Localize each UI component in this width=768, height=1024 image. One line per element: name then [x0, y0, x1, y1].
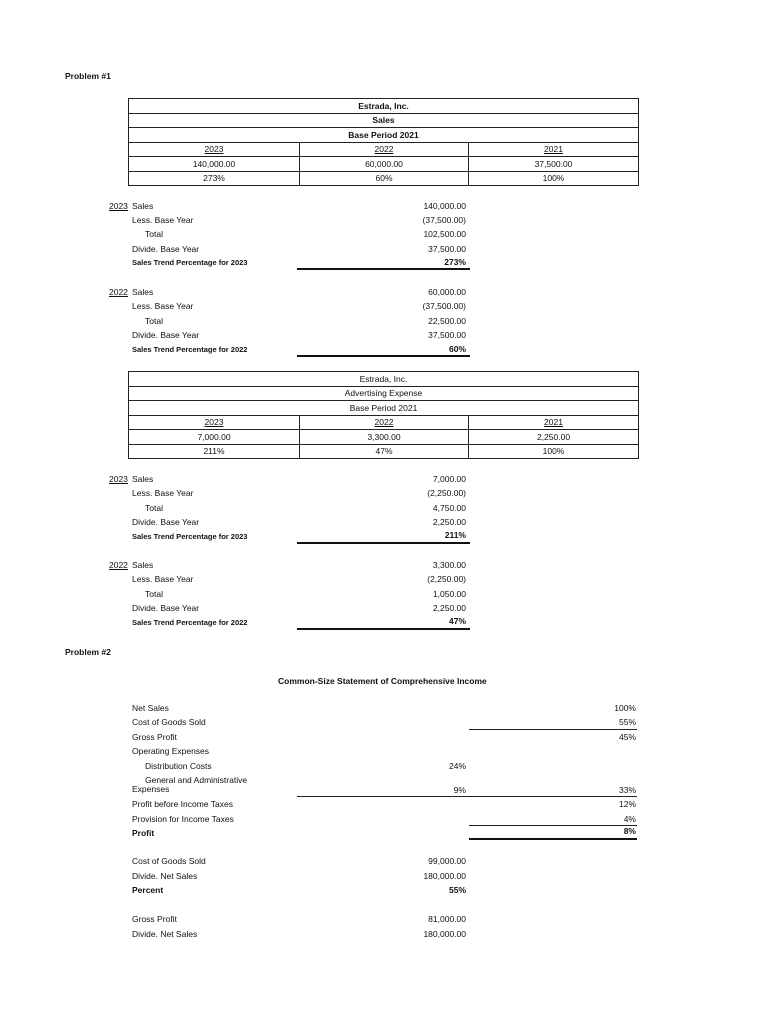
- calc-label: Divide. Base Year: [132, 244, 200, 254]
- problem-2-heading: Problem #2: [65, 647, 111, 657]
- calc-value: (2,250.00): [427, 574, 466, 584]
- gross-profit-label: Gross Profit: [132, 732, 177, 742]
- calc-label: Sales Trend Percentage for 2023: [132, 532, 248, 541]
- pct-2023: 273%: [129, 171, 300, 186]
- cogs-label: Cost of Goods Sold: [132, 717, 206, 727]
- advertising-trend-table: [128, 371, 639, 459]
- calc-label: Total: [145, 316, 163, 326]
- calc-value: 102,500.00: [423, 229, 466, 239]
- double-underline: [297, 542, 470, 544]
- calc-value: 60,000.00: [428, 287, 466, 297]
- calc-year: 2023: [109, 474, 128, 484]
- calc-year: 2022: [109, 560, 128, 570]
- net-sales-label: Net Sales: [132, 703, 169, 713]
- calc-label: Divide. Base Year: [132, 603, 200, 613]
- operating-expenses-total-pct: 33%: [618, 785, 636, 795]
- amount-2022: 3,300.00: [300, 430, 469, 445]
- calc-label: Total: [145, 589, 163, 599]
- profit-pct: 8%: [623, 826, 636, 836]
- year-2022: 2022: [300, 415, 469, 430]
- calc-value: 60%: [448, 344, 466, 354]
- calc-value: 4,750.00: [432, 503, 466, 513]
- calc-value: (37,500.00): [422, 301, 466, 311]
- calc-value: (37,500.00): [422, 215, 466, 225]
- calc-label: Sales Trend Percentage for 2022: [132, 345, 248, 354]
- calc-value: 211%: [444, 530, 466, 540]
- calc-label: Sales: [132, 201, 154, 211]
- sales-trend-table: [128, 98, 639, 186]
- calc-label: Less. Base Year: [132, 574, 194, 584]
- operating-expenses-label: Operating Expenses: [132, 746, 210, 756]
- calc-value: 180,000.00: [423, 929, 466, 939]
- amount-2023: 140,000.00: [129, 157, 300, 172]
- year-2021: 2021: [469, 142, 639, 157]
- gross-profit-pct: 45%: [618, 732, 636, 742]
- income-tax-label: Provision for Income Taxes: [132, 814, 234, 824]
- year-2023: 2023: [129, 415, 300, 430]
- double-underline: [469, 838, 637, 840]
- underline: [469, 825, 637, 826]
- calc-value: 55%: [448, 885, 466, 895]
- calc-year: 2023: [109, 201, 128, 211]
- calc-value: 2,250.00: [432, 517, 466, 527]
- statement-title: Common-Size Statement of Comprehensive Income: [278, 676, 487, 686]
- calc-label: Total: [145, 503, 163, 513]
- calc-label: Less. Base Year: [132, 488, 194, 498]
- underline: [469, 729, 637, 730]
- calc-value: 47%: [448, 616, 466, 626]
- calc-value: 3,300.00: [432, 560, 466, 570]
- calc-value: 7,000.00: [432, 474, 466, 484]
- profit-before-tax-label: Profit before Income Taxes: [132, 799, 233, 809]
- profit-before-tax-pct: 12%: [618, 799, 636, 809]
- table-base-period: Base Period 2021: [129, 401, 639, 416]
- table-subject: Sales: [129, 113, 639, 128]
- calc-value: 180,000.00: [423, 871, 466, 881]
- distribution-costs-label: Distribution Costs: [145, 761, 212, 771]
- calc-value: 22,500.00: [428, 316, 466, 326]
- calc-year: 2022: [109, 287, 128, 297]
- general-admin-pct: 9%: [453, 785, 466, 795]
- calc-label: Sales: [132, 287, 154, 297]
- calc-value: 2,250.00: [432, 603, 466, 613]
- cogs-pct: 55%: [618, 717, 636, 727]
- calc-value: 37,500.00: [428, 244, 466, 254]
- table-company: Estrada, Inc.: [129, 99, 639, 114]
- net-sales-pct: 100%: [614, 703, 636, 713]
- calc-value: 37,500.00: [428, 330, 466, 340]
- table-base-period: Base Period 2021: [129, 128, 639, 143]
- pct-2021: 100%: [469, 444, 639, 459]
- year-2023: 2023: [129, 142, 300, 157]
- calc-label: Divide. Net Sales: [132, 929, 198, 939]
- problem-1-heading: Problem #1: [65, 71, 111, 81]
- pct-2022: 47%: [300, 444, 469, 459]
- calc-label: Total: [145, 229, 163, 239]
- calc-label: Sales Trend Percentage for 2022: [132, 618, 248, 627]
- amount-2021: 37,500.00: [469, 157, 639, 172]
- double-underline: [297, 355, 470, 357]
- general-admin-label: General and Administrative: [145, 775, 248, 785]
- calc-value: 99,000.00: [428, 856, 466, 866]
- calc-label: Less. Base Year: [132, 215, 194, 225]
- calc-value: 81,000.00: [428, 914, 466, 924]
- calc-label: Sales: [132, 474, 154, 484]
- double-underline: [297, 628, 470, 630]
- pct-2023: 211%: [129, 444, 300, 459]
- pct-2022: 60%: [300, 171, 469, 186]
- calc-label: Cost of Goods Sold: [132, 856, 206, 866]
- calc-label: Sales: [132, 560, 154, 570]
- calc-label: Divide. Base Year: [132, 517, 200, 527]
- amount-2021: 2,250.00: [469, 430, 639, 445]
- income-tax-pct: 4%: [623, 814, 636, 824]
- amount-2023: 7,000.00: [129, 430, 300, 445]
- underline: [297, 796, 637, 797]
- calc-value: 1,050.00: [432, 589, 466, 599]
- calc-label: Sales Trend Percentage for 2023: [132, 258, 248, 267]
- calc-value: 140,000.00: [423, 201, 466, 211]
- pct-2021: 100%: [469, 171, 639, 186]
- profit-label: Profit: [132, 828, 155, 838]
- distribution-costs-pct: 24%: [448, 761, 466, 771]
- year-2022: 2022: [300, 142, 469, 157]
- amount-2022: 60,000.00: [300, 157, 469, 172]
- calc-label: Less. Base Year: [132, 301, 194, 311]
- calc-value: 273%: [444, 257, 466, 267]
- double-underline: [297, 268, 470, 270]
- calc-label: Gross Profit: [132, 914, 177, 924]
- calc-label: Percent: [132, 885, 164, 895]
- general-admin-label-cont: Expenses: [132, 784, 170, 794]
- calc-value: (2,250.00): [427, 488, 466, 498]
- table-company: Estrada, Inc.: [129, 372, 639, 387]
- table-subject: Advertising Expense: [129, 386, 639, 401]
- calc-label: Divide. Net Sales: [132, 871, 198, 881]
- calc-label: Divide. Base Year: [132, 330, 200, 340]
- year-2021: 2021: [469, 415, 639, 430]
